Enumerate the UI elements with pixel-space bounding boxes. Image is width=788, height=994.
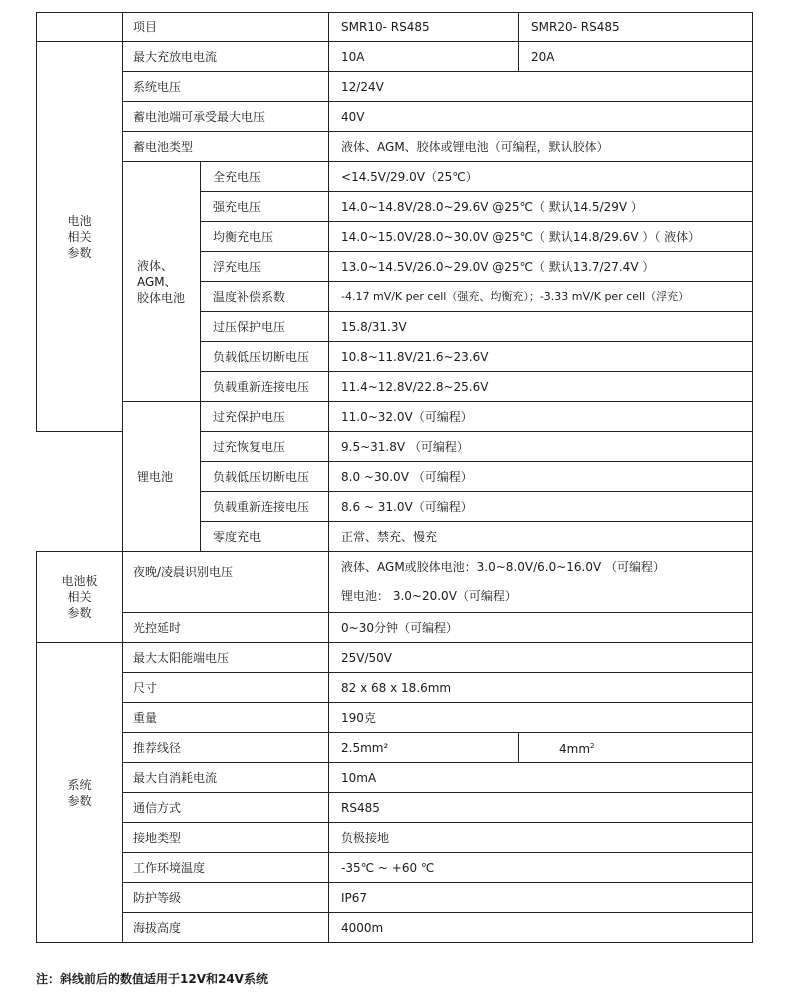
table-row (37, 673, 753, 703)
wire-value2: 4mm (559, 742, 591, 756)
row-value: 正常、禁充、慢充 (329, 522, 753, 552)
row-value: 10.8~11.8V/21.6~23.6V (329, 342, 753, 372)
table-row (37, 703, 753, 733)
row-value: -35℃ ~ +60 ℃ (329, 853, 753, 883)
row-value: 25V/50V (329, 643, 753, 673)
night-value-liquid: 液体、AGM或胶体电池：3.0~8.0V/6.0~16.0V （可编程） (341, 560, 666, 574)
row-label: 蓄电池类型 (123, 132, 329, 162)
row-value: 13.0~14.5V/26.0~29.0V @25℃（ 默认13.7/27.4V ） (329, 252, 753, 282)
row-label: 重量 (123, 703, 329, 733)
night-value-lithium: 锂电池： 3.0~20.0V（可编程） (341, 589, 517, 603)
wire-value2-sup: 2 (590, 742, 595, 750)
table-row (37, 883, 753, 913)
row-value: 15.8/31.3V (329, 312, 753, 342)
row-label: 全充电压 (201, 162, 329, 192)
spec-table (36, 12, 753, 943)
table-row (37, 793, 753, 823)
row-label: 防护等级 (123, 883, 329, 913)
row-label: 负载低压切断电压 (201, 342, 329, 372)
row-value: 10A (329, 42, 519, 72)
row-label: 最大太阳能端电压 (123, 643, 329, 673)
row-label: 浮充电压 (201, 252, 329, 282)
table-row (37, 102, 753, 132)
row-value (329, 552, 753, 613)
row-value: -4.17 mV/K per cell（强充、均衡充）；-3.33 mV/K per cell（浮充） (329, 282, 753, 312)
table-row (37, 162, 753, 192)
table-row (37, 552, 753, 613)
row-value: IP67 (329, 883, 753, 913)
group-liquid: 液体、 AGM、 胶体电池 (123, 162, 201, 402)
row-label: 夜晚/凌晨识别电压 (123, 552, 329, 613)
row-label: 系统电压 (123, 72, 329, 102)
table-row (37, 823, 753, 853)
row-value: 8.0 ~30.0V （可编程） (329, 462, 753, 492)
table-row (37, 402, 753, 432)
row-value: 液体、AGM、胶体或锂电池（可编程，默认胶体） (329, 132, 753, 162)
row-label: 接地类型 (123, 823, 329, 853)
row-label: 工作环境温度 (123, 853, 329, 883)
row-value: RS485 (329, 793, 753, 823)
row-label: 强充电压 (201, 192, 329, 222)
table-row (37, 643, 753, 673)
row-label: 均衡充电压 (201, 222, 329, 252)
row-value: <14.5V/29.0V（25℃） (329, 162, 753, 192)
row-label: 蓄电池端可承受最大电压 (123, 102, 329, 132)
row-value: 4000m (329, 913, 753, 943)
row-value: 11.0~32.0V（可编程） (329, 402, 753, 432)
row-label: 最大自消耗电流 (123, 763, 329, 793)
row-label: 最大充放电电流 (123, 42, 329, 72)
row-value: 82 x 68 x 18.6mm (329, 673, 753, 703)
row-label: 光控延时 (123, 613, 329, 643)
group-lithium: 锂电池 (123, 402, 201, 552)
row-label: 海拔高度 (123, 913, 329, 943)
row-label: 通信方式 (123, 793, 329, 823)
row-value: 8.6 ~ 31.0V（可编程） (329, 492, 753, 522)
row-value: 40V (329, 102, 753, 132)
row-value: 10mA (329, 763, 753, 793)
row-value: 14.0~14.8V/28.0~29.6V @25℃（ 默认14.5/29V ） (329, 192, 753, 222)
header-model1: SMR10- RS485 (329, 13, 519, 42)
row-label: 零度充电 (201, 522, 329, 552)
row-value: 190克 (329, 703, 753, 733)
table-row (37, 763, 753, 793)
table-row (37, 42, 753, 72)
row-value (519, 733, 753, 763)
row-label: 推荐线径 (123, 733, 329, 763)
group-system: 系统 参数 (37, 643, 123, 943)
group-panel: 电池板 相关 参数 (37, 552, 123, 643)
row-value: 20A (519, 42, 753, 72)
row-value: 11.4~12.8V/22.8~25.6V (329, 372, 753, 402)
table-row (37, 13, 753, 42)
row-value: 12/24V (329, 72, 753, 102)
row-label: 过压保护电压 (201, 312, 329, 342)
row-value: 负极接地 (329, 823, 753, 853)
table-row (37, 913, 753, 943)
row-value: 9.5~31.8V （可编程） (329, 432, 753, 462)
group-battery: 电池 相关 参数 (37, 42, 123, 432)
row-value: 2.5mm² (329, 733, 519, 763)
header-item: 项目 (123, 13, 329, 42)
row-label: 过充恢复电压 (201, 432, 329, 462)
row-value: 0~30分钟（可编程） (329, 613, 753, 643)
row-label: 负载重新连接电压 (201, 372, 329, 402)
row-label: 负载低压切断电压 (201, 462, 329, 492)
header-model2: SMR20- RS485 (519, 13, 753, 42)
row-label: 温度补偿系数 (201, 282, 329, 312)
row-label: 负载重新连接电压 (201, 492, 329, 522)
table-row (37, 132, 753, 162)
table-row (37, 733, 753, 763)
table-row (37, 72, 753, 102)
row-label: 尺寸 (123, 673, 329, 703)
row-label: 过充保护电压 (201, 402, 329, 432)
table-row (37, 613, 753, 643)
table-row (37, 853, 753, 883)
row-value: 14.0~15.0V/28.0~30.0V @25℃（ 默认14.8/29.6V ）（ 液体） (329, 222, 753, 252)
footnote: 注：斜线前后的数值适用于12V和24V系统 (36, 972, 268, 986)
